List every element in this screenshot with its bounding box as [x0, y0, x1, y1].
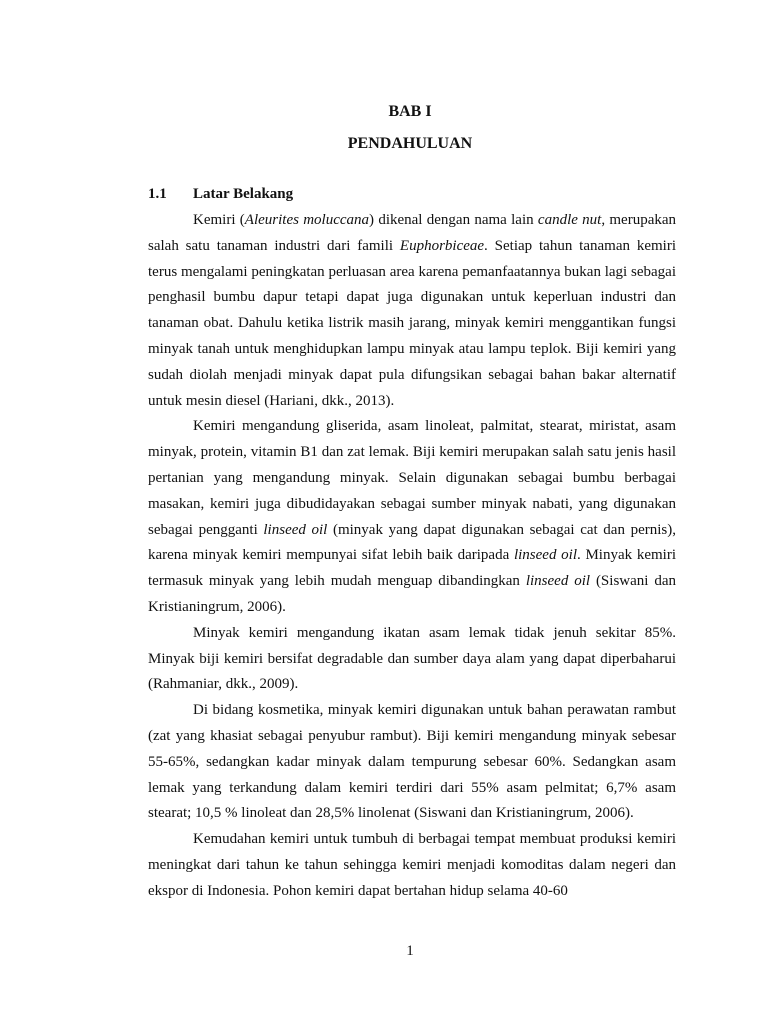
- section-heading: [148, 186, 293, 203]
- text-run: . Setiap tahun tanaman kemiri terus mengalami peningkatan perluasan area karena pemanfaatannya bukan lagi sebagai penghasil bumbu dapur tetapi dapat juga digunakan untuk keperluan industri dan tanaman obat. Dahulu ketika listrik masih jarang, minyak kemiri menggantikan fungsi minyak tanah untuk menghidupkan lampu minyak atau lampu teplok. Biji kemiri yang sudah diolah menjadi minyak dapat pula difungsikan sebagai bahan bakar alternatif untuk mesin diesel (Hariani, dkk., 2013).: [148, 237, 676, 409]
- paragraph: [148, 414, 676, 620]
- text-run: Kemudahan kemiri untuk tumbuh di berbagai tempat membuat produksi kemiri meningkat dari tahun ke tahun sehingga kemiri menjadi komoditas dalam negeri dan ekspor di Indonesia. Pohon kemiri dapat bertahan hidup selama 40-60: [148, 831, 676, 899]
- chapter-title: PENDAHULUAN: [347, 135, 473, 152]
- body-text: [148, 208, 676, 905]
- text-run: ) dikenal dengan nama lain: [369, 212, 538, 228]
- paragraph: [148, 827, 676, 904]
- italic-term: linseed oil: [263, 521, 328, 538]
- italic-term: linseed oil: [525, 573, 591, 590]
- section-number: 1.1: [148, 186, 167, 202]
- chapter-number: BAB I: [388, 103, 432, 120]
- page-number: 1: [406, 943, 414, 959]
- paragraph: [148, 208, 676, 414]
- text-run: , merupakan salah satu tanaman industri dari famili: [148, 212, 677, 254]
- italic-term: Aleurites moluccana: [244, 212, 370, 228]
- text-run: Minyak kemiri mengandung ikatan asam lemak tidak jenuh sekitar 85%. Minyak biji kemiri bersifat degradable dan sumber daya alam yang dapat diperbaharui (Rahmaniar, dkk., 2009).: [148, 624, 676, 693]
- section-title: Latar Belakang: [193, 186, 294, 202]
- text-run: Kemiri mengandung gliserida, asam linoleat, palmitat, stearat, miristat, asam minyak, protein, vitamin B1 dan zat lemak. Biji kemiri merupakan salah satu jenis hasil pertanian yang mengandung minyak. Selain digunakan sebagai bumbu berbagai masakan, kemiri juga dibudidayakan sebagai sumber minyak nabati, yang digunakan sebagai pengganti: [148, 418, 676, 538]
- text-run: (minyak yang dapat digunakan sebagai cat dan pernis), karena minyak kemiri mempunyai sifat lebih baik daripada: [148, 521, 676, 564]
- paragraph: [148, 698, 676, 827]
- paragraph: [148, 621, 676, 698]
- italic-term: candle nut: [537, 212, 602, 228]
- italic-term: linseed oil: [513, 547, 577, 564]
- text-run: Di bidang kosmetika, minyak kemiri digunakan untuk bahan perawatan rambut (zat yang khasiat sebagai penyubur rambut). Biji kemiri mengandung minyak sebesar 55-65%, sedangkan kadar minyak dalam tempurung sebesar 60%. Sedangkan asam lemak yang terkandung dalam kemiri terdiri dari 55% asam pelmitat; 6,7% asam stearat; 10,5 % linoleat dan 28,5% linolenat (Siswani dan Kristianingrum, 2006).: [148, 702, 676, 822]
- text-run: Kemiri (: [193, 212, 245, 228]
- text-run: (Siswani dan Kristianingrum, 2006).: [148, 573, 676, 615]
- italic-term: Euphorbiceae: [399, 237, 485, 254]
- text-run: . Minyak kemiri termasuk minyak yang lebih mudah menguap dibandingkan: [148, 547, 676, 590]
